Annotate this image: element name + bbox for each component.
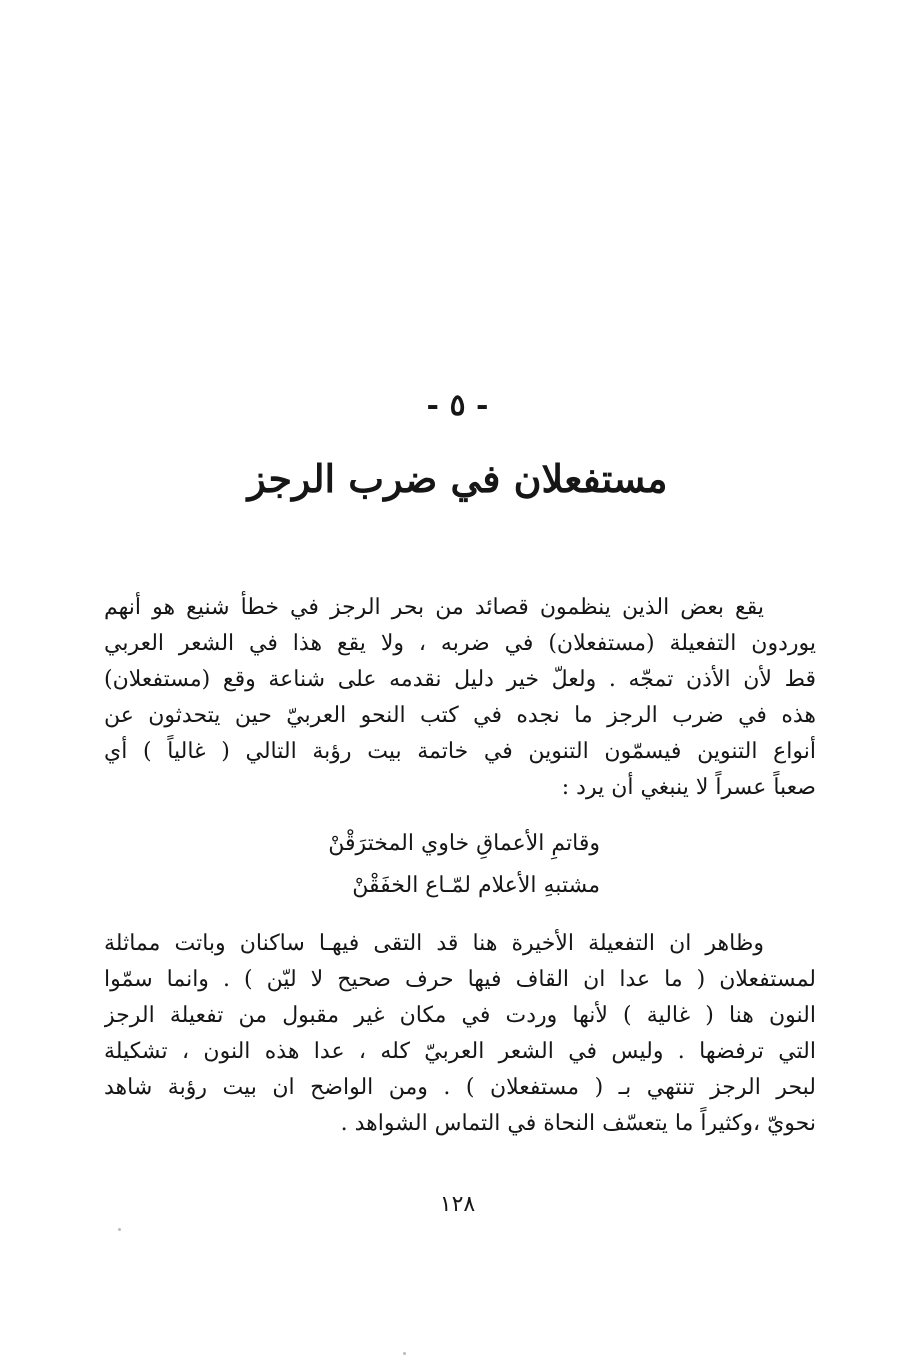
verse-line-2 <box>270 868 600 904</box>
paragraph-line: يقع بعض الذين ينظمون قصائد من بحر الرجز في خطأ شنيع هو أنهم <box>104 595 764 620</box>
paragraph-1 <box>104 590 816 806</box>
paragraph-line: التي ترفضها . وليس في الشعر العربيّ كله ، عدا هذه النون ، تشكيلة <box>104 1039 816 1064</box>
verse-text: وقاتمِ الأعماقِ خاوي المخترَقْنْ <box>328 831 600 856</box>
paragraph-line: لبحر الرجز تنتهي بـ ( مستفعلان ) . ومن الواضح ان بيت رؤبة شاهد <box>104 1075 816 1100</box>
verse-line-1 <box>270 826 600 862</box>
paragraph-line: قط لأن الأذن تمجّه . ولعلّ خير دليل نقدمه على شناعة وقع (مستفعلان) <box>104 667 816 692</box>
paragraph-line: يوردون التفعيلة (مستفعلان) في ضربه ، ولا يقع هذا في الشعر العربي <box>104 631 816 656</box>
page-number: ١٢٨ <box>439 1192 476 1217</box>
paragraph-2 <box>104 926 816 1142</box>
paragraph-line: نحويّ ،وكثيراً ما يتعسّف النحاة في التماس الشواهد . <box>340 1111 816 1136</box>
paragraph-line: النون هنا ( غالية ) لأنها وردت في مكان غير مقبول من تفعيلة الرجز <box>104 1003 816 1028</box>
paragraph-line: صعباً عسراً لا ينبغي أن يرد : <box>561 775 816 800</box>
chapter-title: مستفعلان في ضرب الرجز <box>247 456 668 501</box>
scan-speck <box>118 1228 121 1231</box>
verse-text: مشتبهِ الأعلام لمّـاع الخفَقْنْ <box>352 873 600 898</box>
paragraph-line: لمستفعلان ( ما عدا ان القاف فيها حرف صحيح لا ليّن ) . وانما سمّوا <box>104 967 816 992</box>
scan-speck <box>403 1352 406 1355</box>
paragraph-line: أنواع التنوين فيسمّون التنوين في خاتمة بيت رؤبة التالي ( غالياً ) أي <box>104 739 816 764</box>
paragraph-line: وظاهر ان التفعيلة الأخيرة هنا قد التقى فيهـا ساكنان وباتت مماثلة <box>104 931 764 956</box>
chapter-number: - ٥ - <box>426 388 489 423</box>
paragraph-line: هذه في ضرب الرجز ما نجده في كتب النحو العربيّ حين يتحدثون عن <box>104 703 816 728</box>
